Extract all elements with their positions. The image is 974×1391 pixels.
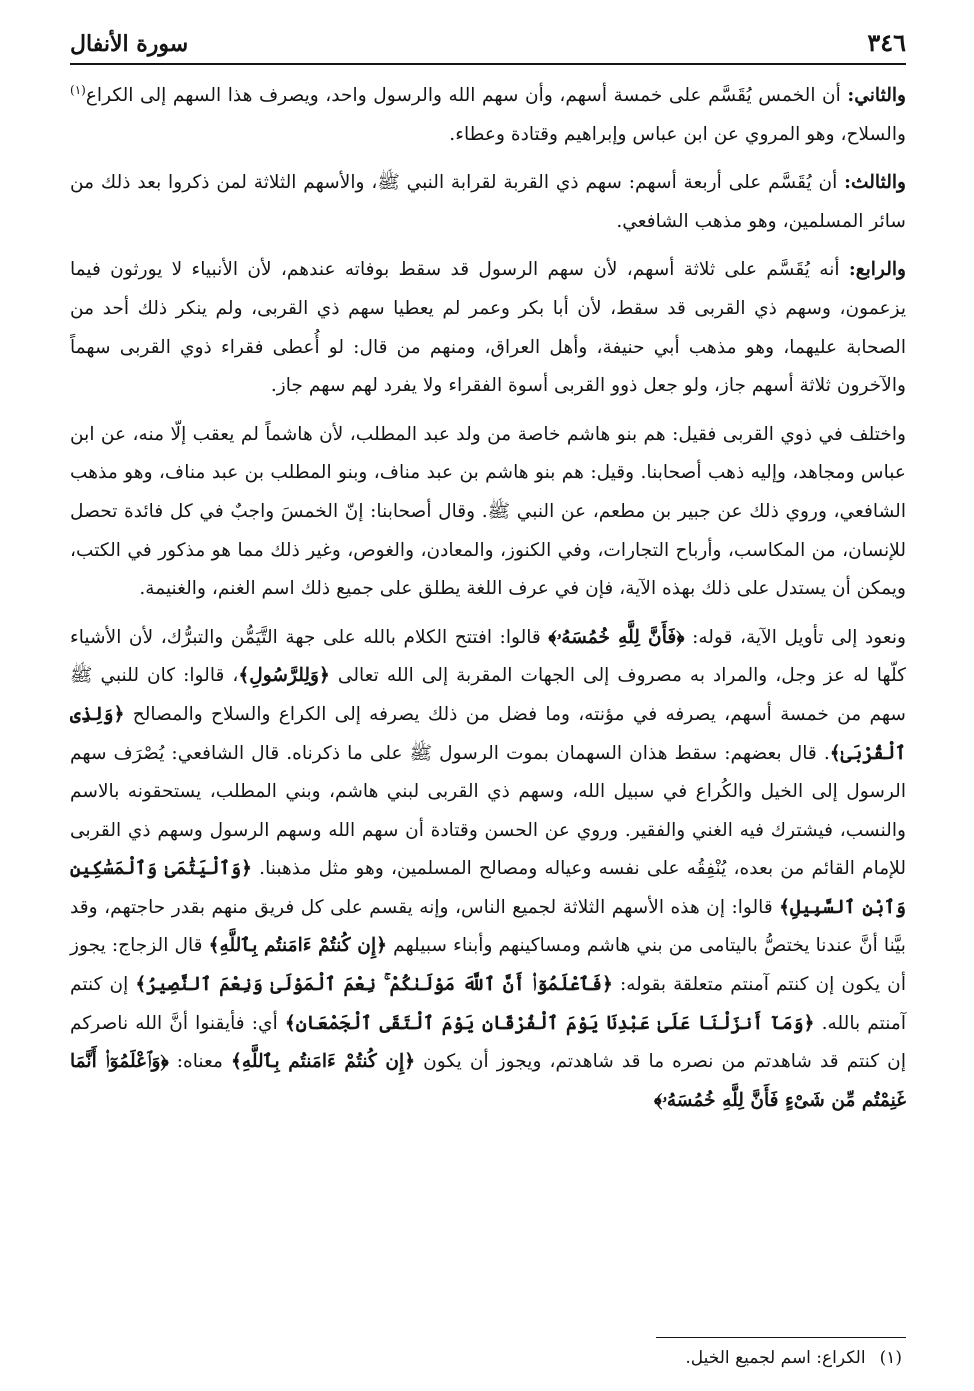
text-segment: أي: فأيقنوا أنَّ الله ناصركم إن كنتم قد شاهدتم من نصره ما قد شاهدتم، ويجوز أن يكون <box>70 1012 906 1073</box>
paragraph-text: أنه يُقَسَّم على ثلاثة أسهم، لأن سهم الرسول قد سقط بوفاته عندهم، لأن الأنبياء لا يورثون فيما يزعمون، وسهم ذي القربى قد سقط، لأن أبا بكر وعمر لم يعطيا سهم ذي القربى، ولم ينكر ذلك أحد من الصحابة عليهما، وهو مذهب أبي حنيفة، وأهل العراق، ومنهم من قال: لو أُعطى فقراء ذوي القربى سهماً والآخرون ثلاثة أسهم جاز، ولو جعل ذوو القربى أسوة الفقراء ولا يفرد لهم سهم جاز. <box>70 259 906 397</box>
quran-quote: ﴿فَأَنَّ لِلَّهِ خُمُسَهُۥ﴾ <box>548 626 685 648</box>
paragraph-second <box>70 77 906 154</box>
footnote-reference[interactable]: (١) <box>70 82 86 97</box>
quran-quote: ﴿إِن كُنتُمْ ءَامَنتُم بِٱللَّهِ﴾ <box>208 935 388 957</box>
quran-quote: ﴿إِن كُنتُمْ ءَامَنتُم بِٱللَّهِ﴾ <box>230 1051 416 1073</box>
text-segment: قالوا: إن هذه الأسهم الثلاثة لجميع الناس، وإنه يقسم على كل فريق منهم بقدر حاجتهم، وقد بيَّنا أنَّ عندنا يختصُّ باليتامى من بني هاشم ومساكينهم وأبناء سبيلهم <box>70 896 906 957</box>
paragraph-verse-interpretation <box>70 619 906 1121</box>
quran-quote: ﴿وَلِذِى ٱلْقُرْبَىٰ﴾ <box>70 703 906 764</box>
paragraph-text: والسلاح، وهو المروي عن ابن عباس وإبراهيم وقتادة وعطاء. <box>449 123 906 145</box>
paragraph-text: أن يُقَسَّم على أربعة أسهم: سهم ذي القربة لقرابة النبي ﷺ، والأسهم الثلاثة لمن ذكروا بعد ذلك من سائر المسلمين، وهو مذهب الشافعي. <box>70 172 906 232</box>
paragraph-lead: والثالث: <box>844 172 906 194</box>
quran-quote: ﴿فَٱعْلَمُوٓا۟ أَنَّ ٱللَّهَ مَوْلَىٰكُمْ ۚ نِعْمَ ٱلْمَوْلَىٰ وَنِعْمَ ٱلنَّصِيرُ﴾ <box>135 974 613 996</box>
text-segment: قالوا: افتتح الكلام بالله على جهة التَّيَمُّن والتبرُّك، لأن الأشياء كلّها له عز وجل، والمراد به مصروف إلى الجهات المقربة إلى الله تعالى <box>70 626 906 687</box>
quran-quote: ﴿وَلِلرَّسُولِ﴾ <box>238 665 330 687</box>
body-text <box>70 77 906 1120</box>
paragraph-text: أن الخمس يُقَسَّم على خمسة أسهم، وأن سهم الله والرسول واحد، ويصرف هذا السهم إلى الكراع <box>85 85 848 106</box>
paragraph-text: واختلف في ذوي القربى فقيل: هم بنو هاشم خاصة من ولد عبد المطلب، لأن هاشماً لم يعقب إلّا منه، عن ابن عباس ومجاهد، وإليه ذهب أصحابنا. وقيل: هم بنو هاشم بن عبد مناف، وبنو المطلب بن عبد مناف، وهو مذهب الشافعي، وروي ذلك عن جبير بن مطعم، عن النبي ﷺ. وقال أصحابنا: إنّ الخمسَ واجبٌ في كل فائدة تحصل للإنسان، من المكاسب، وأرباح التجارات، وفي الكنوز، والمعادن، والغوص، وغير ذلك مما هو مذكور في الكتب، ويمكن أن يستدل على ذلك بهذه الآية، فإن في عرف اللغة يطلق على جميع ذلك اسم الغنم، والغنيمة. <box>70 423 906 600</box>
paragraph-fourth <box>70 251 906 405</box>
footnote-text: الكراع: اسم لجميع الخيل. <box>685 1348 866 1368</box>
text-segment: ونعود إلى تأويل الآية، قوله: <box>684 626 906 648</box>
page-header <box>70 28 906 65</box>
quran-quote: ﴿وَٱعْلَمُوٓا۟ أَنَّمَا غَنِمْتُم مِّن شَىْءٍ فَأَنَّ لِلَّهِ خُمُسَهُۥ﴾ <box>70 1051 906 1111</box>
paragraph-lead: والثاني: <box>847 85 906 106</box>
text-segment: إن كنتم آمنتم بالله. <box>70 974 906 1034</box>
text-segment: . قال بعضهم: سقط هذان السهمان بموت الرسول ﷺ على ما ذكرناه. قال الشافعي: يُصْرَف سهم الرسول إلى الخيل والكُراع في سبيل الله، وسهم ذي القربى لبني هاشم، وبني المطلب، يستحقونه بالاسم والنسب، فيشترك فيه الغني والفقير. وروي عن الحسن وقتادة أن سهم الله وسهم الرسول وسهم ذي القربى للإمام القائم من بعده، يُنْفِقُه على نفسه وعياله ومصالح المسلمين، وهو مثل مذهبنا. <box>70 742 906 880</box>
page-number: ٣٤٦ <box>867 28 906 57</box>
paragraph-lead: والرابع: <box>848 259 906 281</box>
text-segment: ، قالوا: كان للنبي ﷺ سهم من خمسة أسهم، يصرفه في مؤنته، وما فضل من ذلك يصرفه إلى الكراع والسلاح والمصالح <box>70 665 906 725</box>
footnote <box>72 1348 902 1368</box>
paragraph-kinship <box>70 416 906 609</box>
text-segment: معناه: <box>168 1051 231 1073</box>
paragraph-third <box>70 164 906 241</box>
footnote-divider <box>656 1337 906 1338</box>
text-segment: قال الزجاج: يجوز أن يكون إن كنتم آمنتم متعلقة بقوله: <box>70 935 906 996</box>
footnote-number: (١) <box>879 1348 902 1368</box>
quran-quote: ﴿وَمَآ أَنزَلْنَا عَلَىٰ عَبْدِنَا يَوْمَ ٱلْفُرْقَانِ يَوْمَ ٱلْتَقَى ٱلْجَمْعَانِ﴾ <box>284 1012 815 1034</box>
surah-title: سورة الأنفال <box>70 31 189 57</box>
quran-quote: ﴿وَٱلْيَتَٰمَىٰ وَٱلْمَسَٰكِينِ وَٱبْنِ ٱلسَّبِيلِ﴾ <box>70 858 907 918</box>
